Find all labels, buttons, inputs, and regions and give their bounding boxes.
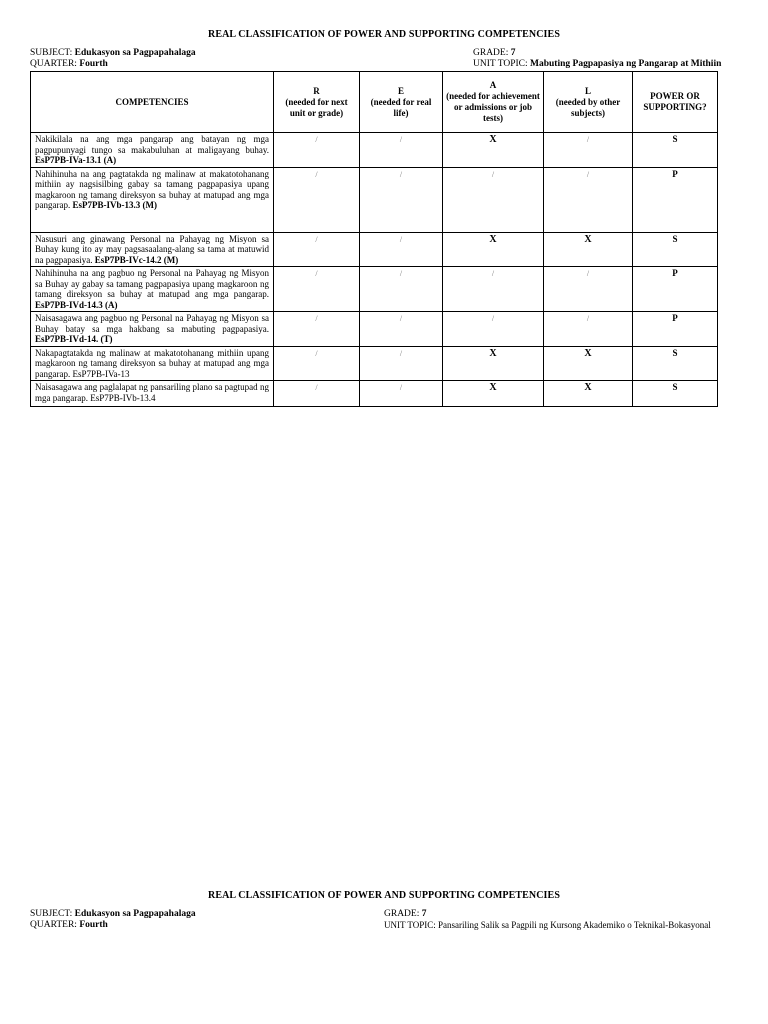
- l-mark: X: [584, 347, 592, 359]
- l-cell: [544, 267, 633, 312]
- l-mark: /: [586, 135, 590, 144]
- page2-subject-label: SUBJECT:: [30, 909, 73, 919]
- r-cell: [274, 381, 360, 407]
- r-mark: /: [315, 383, 318, 392]
- l-mark: X: [584, 233, 592, 245]
- page2-grade-line: [384, 909, 427, 919]
- e-cell: [360, 133, 443, 168]
- r-mark: /: [315, 314, 318, 323]
- grade-line: [473, 48, 516, 58]
- header-power-supporting: POWER OR SUPPORTING?: [633, 72, 718, 133]
- e-mark: /: [399, 314, 403, 323]
- ps-mark: S: [672, 382, 678, 392]
- header-r: [274, 72, 360, 133]
- competency-cell: [31, 312, 274, 347]
- quarter-label: QUARTER:: [30, 59, 77, 69]
- r-cell: [274, 133, 360, 168]
- ps-cell: [633, 167, 718, 232]
- r-mark: /: [315, 269, 318, 278]
- unit-topic-value: Mabuting Pagpapasiya ng Pangarap at Mithiin: [530, 59, 722, 69]
- table-row: [31, 346, 718, 381]
- page-title: REAL CLASSIFICATION OF POWER AND SUPPORTING COMPETENCIES: [208, 29, 560, 40]
- a-mark: X: [489, 134, 497, 145]
- l-cell: [544, 232, 633, 267]
- ps-mark: P: [672, 313, 678, 323]
- table-row: [31, 167, 718, 232]
- page2-subject-value: Edukasyon sa Pagpapahalaga: [74, 909, 196, 919]
- subject-line: [30, 48, 196, 58]
- page2-unit-topic-line: [384, 920, 711, 930]
- page2-quarter-label: QUARTER:: [30, 920, 77, 930]
- ps-cell: [633, 312, 718, 347]
- competency-text: Nakikilala na ang mga pangarap ang batayan ng mga pagpupunyagi tungo sa makabuluhan at maligayang buhay.: [35, 134, 269, 155]
- header-r-letter: R: [313, 85, 320, 96]
- subject-value: Edukasyon sa Pagpapahalaga: [74, 48, 196, 58]
- header-row: [31, 72, 718, 133]
- r-mark: /: [315, 348, 318, 358]
- l-cell: [544, 167, 633, 232]
- r-cell: [274, 167, 360, 232]
- table-row: [31, 232, 718, 267]
- ps-mark: S: [672, 134, 678, 144]
- header-competencies: COMPETENCIES: [31, 72, 274, 133]
- a-mark: /: [491, 314, 495, 323]
- table-row: [31, 267, 718, 312]
- e-mark: /: [399, 383, 403, 392]
- l-cell: [544, 381, 633, 407]
- r-cell: [274, 267, 360, 312]
- e-mark: /: [399, 348, 403, 358]
- page2-subject-line: [30, 909, 196, 919]
- ps-cell: [633, 267, 718, 312]
- quarter-line: [30, 59, 108, 69]
- ps-cell: [633, 346, 718, 381]
- a-cell: [443, 312, 544, 347]
- table-row: [31, 133, 718, 168]
- r-mark: /: [315, 169, 318, 179]
- ps-cell: [633, 381, 718, 407]
- r-mark: /: [315, 234, 318, 244]
- competency-cell: [31, 346, 274, 381]
- page2-unit-topic-label: UNIT TOPIC:: [384, 920, 436, 930]
- competency-code: EsP7PB-IVc-14.2 (M): [94, 254, 179, 265]
- competency-cell: [31, 167, 274, 232]
- header-l: [544, 72, 633, 133]
- a-mark: X: [489, 382, 497, 393]
- ps-mark: S: [672, 233, 678, 244]
- r-mark: /: [315, 135, 318, 144]
- competency-code: EsP7PB-IVa-13.1 (A): [35, 155, 117, 165]
- e-cell: [360, 167, 443, 232]
- ps-mark: S: [672, 347, 678, 358]
- header-a-desc: (needed for achievement or admissions or job tests): [446, 91, 540, 123]
- e-cell: [360, 312, 443, 347]
- a-cell: [443, 267, 544, 312]
- page2-grade-label: GRADE:: [384, 909, 420, 919]
- r-cell: [274, 232, 360, 267]
- grade-label: GRADE:: [473, 48, 509, 58]
- l-cell: [544, 312, 633, 347]
- competency-code: EsP7PB-IVd-14. (T): [35, 334, 113, 344]
- e-cell: [360, 267, 443, 312]
- table-row: [31, 312, 718, 347]
- unit-topic-label: UNIT TOPIC:: [473, 59, 528, 69]
- competency-cell: [31, 133, 274, 168]
- competency-cell: [31, 267, 274, 312]
- competency-text: Naisasagawa ang paglalapat ng pansariling plano sa pagtupad ng mga pangarap. EsP7PB-IVb-13.4: [35, 382, 269, 403]
- page2-unit-topic-value: Pansariling Salik sa Pagpili ng Kursong Akademiko o Teknikal-Bokasyonal: [438, 920, 711, 930]
- competency-text: Nahihinuha na ang pagbuo ng Personal na Pahayag ng Misyon sa Buhay ay gabay sa tamang pagpapasiya upang magkaroon ng tamang direksyon sa buhay at matupad ang mga pangarap.: [35, 268, 269, 299]
- e-cell: [360, 232, 443, 267]
- competency-text: Nahihinuha na ang pagtatakda ng malinaw at makatotohanang mithiin ay nagsisilbing gabay sa tamang pagpapasiya upang magkaroon ng tamang direksyon sa buhay at matupad ang mga pangarap.: [35, 168, 269, 210]
- l-cell: [544, 133, 633, 168]
- competency-cell: [31, 232, 274, 267]
- l-cell: [544, 346, 633, 381]
- a-cell: [443, 381, 544, 407]
- unit-topic-line: [473, 59, 721, 69]
- grade-value: 7: [510, 48, 516, 58]
- a-cell: [443, 232, 544, 267]
- page2-title: REAL CLASSIFICATION OF POWER AND SUPPORTING COMPETENCIES: [208, 890, 560, 901]
- ps-mark: P: [672, 168, 678, 179]
- header-e: [360, 72, 443, 133]
- competency-text: Naisasagawa ang pagbuo ng Personal na Pahayag ng Misyon sa Buhay batay sa mga hakbang sa mabuting pagpapasiya.: [35, 313, 269, 334]
- a-cell: [443, 133, 544, 168]
- l-mark: X: [584, 382, 592, 393]
- competency-text: Nasusuri ang ginawang Personal na Pahayag ng Misyon sa Buhay kung ito ay may pagsasaalang-alang sa tama at matuwid na pagpapasiya.: [35, 233, 269, 265]
- header-l-letter: L: [584, 85, 591, 96]
- l-mark: /: [586, 269, 590, 278]
- e-mark: /: [399, 169, 403, 179]
- l-mark: /: [586, 314, 590, 323]
- e-mark: /: [399, 234, 403, 244]
- e-cell: [360, 381, 443, 407]
- a-cell: [443, 167, 544, 232]
- l-mark: /: [586, 169, 590, 179]
- page2-quarter-value: Fourth: [79, 920, 108, 930]
- a-mark: /: [491, 169, 495, 179]
- r-cell: [274, 346, 360, 381]
- header-l-desc: (needed by other subjects): [555, 96, 621, 118]
- header-e-letter: E: [397, 85, 404, 96]
- competencies-table: [30, 71, 718, 407]
- a-mark: X: [489, 347, 497, 359]
- competency-cell: [31, 381, 274, 407]
- header-a-letter: A: [489, 80, 497, 90]
- subject-label: SUBJECT:: [30, 48, 73, 58]
- ps-mark: P: [672, 268, 678, 278]
- page2-quarter-line: [30, 920, 108, 930]
- e-mark: /: [399, 135, 403, 144]
- a-cell: [443, 346, 544, 381]
- page2-grade-value: 7: [421, 909, 427, 919]
- competency-code: EsP7PB-IVb-13.3 (M): [72, 200, 157, 210]
- header-r-desc: (needed for next unit or grade): [285, 96, 348, 118]
- e-cell: [360, 346, 443, 381]
- header-e-desc: (needed for real life): [370, 96, 432, 118]
- e-mark: /: [399, 269, 403, 278]
- competency-text: Nakapagtatakda ng malinaw at makatotohanang mithiin upang magkaroon ng tamang direksyon sa buhay at matupad ang mga pangarap. EsP7PB-IVa-13: [35, 347, 269, 379]
- ps-cell: [633, 232, 718, 267]
- header-a: [443, 72, 544, 133]
- ps-cell: [633, 133, 718, 168]
- r-cell: [274, 312, 360, 347]
- quarter-value: Fourth: [79, 59, 108, 69]
- table-row: [31, 381, 718, 407]
- competency-code: EsP7PB-IVd-14.3 (A): [35, 299, 118, 310]
- a-mark: X: [489, 233, 497, 245]
- a-mark: /: [491, 269, 495, 278]
